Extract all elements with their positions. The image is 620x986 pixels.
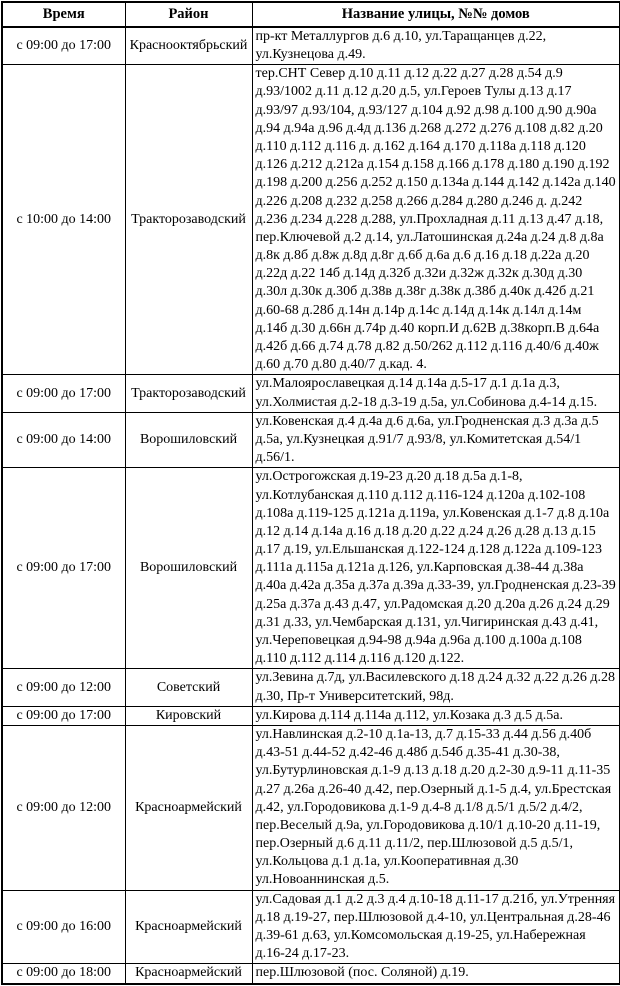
time-cell: с 09:00 до 18:00: [2, 964, 125, 984]
table-header: [2, 2, 620, 27]
table-row: [2, 412, 620, 468]
streets-cell: ул.Садовая д.1 д.2 д.3 д.4 д.10-18 д.11-17 д.21б, ул.Утренняя д.18 д.19-27, пер.Шлюзовой д.4-10, ул.Центральная д.28-46 д.39-61 д.63, ул.Комсомольская д.19-25, ул.Набережная д.16-24 д.17-23.: [252, 890, 620, 964]
district-cell: Тракторозаводский: [125, 65, 252, 375]
streets-cell: ул.Острогожская д.19-23 д.20 д.18 д.5а д.1-8, ул.Котлубанская д.110 д.112 д.116-124 д.120а д.102-108 д.108а д.119-125 д.121а д.119а, ул.Ковенская д.1-7 д.8 д.10а д.12 д.14 д.14а д.16 д.18 д.20 д.22 д.24 д.26 д.28 д.13 д.15 д.17 д.19, ул.Ельшанская д.122-124 д.128 д.122а д.109-123 д.111а д.115а д.121а д.126, ул.Карповская д.38-44 д.38а д.40а д.42а д.35а д.37а д.39а д.33-39, ул.Гродненская д.23-39 д.25а д.37а д.43 д.47, ул.Радомская д.20 д.20а д.26 д.24 д.29 д.31 д.33, ул.Чембарская д.131, ул.Чигиринская д.43 д.41, ул.Череповецкая д.94-98 д.94а д.96а д.100 д.100а д.108 д.110 д.112 д.114 д.116 д.120 д.122.: [252, 468, 620, 669]
outage-schedule-table: [1, 1, 620, 985]
district-cell: Краснооктябрьский: [125, 27, 252, 65]
col-header-time: Время: [2, 2, 125, 27]
time-cell: с 09:00 до 12:00: [2, 669, 125, 706]
table-row: [2, 964, 620, 984]
header-row: [2, 2, 620, 27]
table-row: [2, 890, 620, 964]
time-cell: с 09:00 до 17:00: [2, 375, 125, 412]
table-row: [2, 27, 620, 65]
district-cell: Советский: [125, 669, 252, 706]
district-cell: Красноармейский: [125, 725, 252, 890]
district-cell: Тракторозаводский: [125, 375, 252, 412]
table-row: [2, 65, 620, 375]
district-cell: Красноармейский: [125, 890, 252, 964]
time-cell: с 09:00 до 14:00: [2, 412, 125, 468]
streets-cell: ул.Зевина д.7д, ул.Василевского д.18 д.24 д.32 д.22 д.26 д.28 д.30, Пр-т Университетский, 98д.: [252, 669, 620, 706]
table-row: [2, 706, 620, 725]
streets-cell: ул.Ковенская д.4 д.4а д.6 д.6а, ул.Гродненская д.3 д.3а д.5 д.5а, ул.Кузнецкая д.91/7 д.93/8, ул.Комитетская д.54/1 д.56/1.: [252, 412, 620, 468]
streets-cell: пр-кт Металлургов д.6 д.10, ул.Таращанцев д.22, ул.Кузнецова д.49.: [252, 27, 620, 65]
time-cell: с 10:00 до 14:00: [2, 65, 125, 375]
time-cell: с 09:00 до 12:00: [2, 725, 125, 890]
time-cell: с 09:00 до 17:00: [2, 27, 125, 65]
table-row: [2, 725, 620, 890]
streets-cell: тер.СНТ Север д.10 д.11 д.12 д.22 д.27 д.28 д.54 д.9 д.93/1002 д.11 д.12 д.20 д.5, ул.Героев Тулы д.13 д.17 д.93/97 д.93/104, д.93/127 д.104 д.92 д.98 д.100 д.90 д.90а д.94 д.94а д.96 д.4д д.136 д.268 д.272 д.276 д.108 д.82 д.20 д.110 д.112 д.116 д. д.162 д.164 д.170 д.118а д.118 д.120 д.126 д.212 д.212а д.154 д.158 д.166 д.178 д.180 д.190 д.192 д.198 д.200 д.256 д.252 д.150 д.134а д.144 д.142 д.142а д.140 д.226 д.208 д.232 д.258 д.266 д.284 д.280 д.246 д. д.242 д.236 д.234 д.228 д.288, ул.Прохладная д.11 д.13 д.47 д.18, пер.Ключевой д.2 д.14, ул.Латошинская д.24а д.24 д.8 д.8а д.8к д.8б д.8ж д.8д д.8г д.6б д.6а д.6 д.16 д.18 д.22а д.20 д.22д д.22 14б д.14д д.32б д.32и д.32ж д.32к д.30д д.30 д.30л д.30к д.30б д.38в д.38г д.38к д.38б д.40к д.42б д.21 д.60-68 д.28б д.14н д.14р д.14с д.14д д.14к д.14л д.14м д.14б д.30 д.66н д.74р д.40 корп.И д.62В д.38корп.В д.64а д.42б д.66 д.74 д.78 д.82 д.50/262 д.112 д.116 д.40/6 д.40ж д.60 д.70 д.80 д.40/7 д.кад. 4.: [252, 65, 620, 375]
time-cell: с 09:00 до 16:00: [2, 890, 125, 964]
table-row: [2, 468, 620, 669]
col-header-district: Район: [125, 2, 252, 27]
time-cell: с 09:00 до 17:00: [2, 706, 125, 725]
district-cell: Красноармейский: [125, 964, 252, 984]
streets-cell: ул.Малоярославецкая д.14 д.14а д.5-17 д.1 д.1а д.3, ул.Холмистая д.2-18 д.3-19 д.5а, ул.Собинова д.4-14 д.15.: [252, 375, 620, 412]
table-row: [2, 375, 620, 412]
streets-cell: пер.Шлюзовой (пос. Соляной) д.19.: [252, 964, 620, 984]
table-row: [2, 669, 620, 706]
col-header-streets: Название улицы, №№ домов: [252, 2, 620, 27]
table-body: [2, 27, 620, 984]
time-cell: с 09:00 до 17:00: [2, 468, 125, 669]
district-cell: Ворошиловский: [125, 468, 252, 669]
district-cell: Ворошиловский: [125, 412, 252, 468]
streets-cell: ул.Кирова д.114 д.114а д.112, ул.Козака д.3 д.5 д.5а.: [252, 706, 620, 725]
streets-cell: ул.Навлинская д.2-10 д.1а-13, д.7 д.15-33 д.44 д.56 д.40б д.43-51 д.44-52 д.42-46 д.48б д.54б д.35-41 д.30-38, ул.Бутурлиновская д.1-9 д.13 д.18 д.20 д.2-30 д.9-11 д.11-35 д.27 д.26а д.26-40 д.42, пер.Озерный д.1-5 д.4, ул.Брестская д.42, ул.Городовикова д.1-9 д.4-8 д.1/8 д.5/1 д.5/2 д.4/2, пер.Веселый д.9а, ул.Городовикова д.10/1 д.10-20 д.11-19, пер.Озерный д.6 д.11 д.11/2, пер.Шлюзовой д.5 д.5/1, ул.Кольцова д.1 д.1а, ул.Кооперативная д.30 ул.Новоаннинская д.5.: [252, 725, 620, 890]
district-cell: Кировский: [125, 706, 252, 725]
